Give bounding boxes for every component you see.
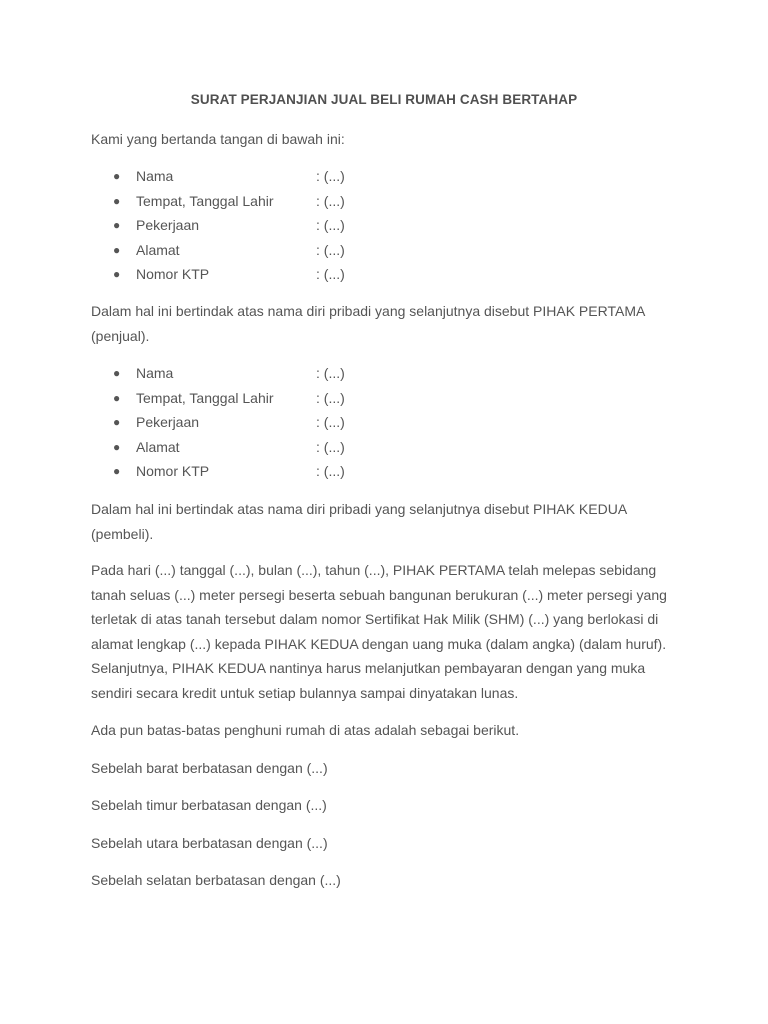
field-value: : (...) (316, 266, 345, 283)
field-label: Alamat (136, 438, 180, 455)
field-label: Nama (136, 168, 174, 184)
bullet-icon: ● (113, 267, 121, 282)
field-label: Alamat (136, 241, 180, 258)
bullet-icon: ● (113, 439, 121, 454)
boundaries-intro: Ada pun batas-batas penghuni rumah di atas adalah sebagai berikut. (91, 722, 520, 738)
boundary-west: Sebelah barat berbatasan dengan (...) (91, 760, 328, 776)
field-value: : (...) (316, 241, 345, 258)
intro-text: Kami yang bertanda tangan di bawah ini: (91, 131, 345, 147)
field-label: Nomor KTP (136, 266, 210, 283)
bullet-icon: ● (113, 415, 121, 430)
field-value: : (...) (316, 463, 345, 480)
field-label: Pekerjaan (136, 217, 200, 234)
agreement-paragraph: Pada hari (...) tanggal (...), bulan (...), tahun (...), PIHAK PERTAMA telah melepas sebidang tanah seluas (...) meter persegi beserta sebuah bangunan berukuran (...) meter persegi yang terletak di atas tanah tersebut dalam nomor Sertifikat Hak Milik (SHM) (...) yang berlokasi di alamat lengkap (...) kepada PIHAK KEDUA dengan uang muka (dalam angka) (dalam huruf). Selanjutnya, PIHAK KEDUA nantinya harus melanjutkan pembayaran dengan yang muka sendiri secara kredit untuk setiap bulannya sampai dinyatakan lunas. (91, 562, 667, 701)
field-value: : (...) (316, 438, 345, 455)
bullet-icon: ● (113, 169, 121, 183)
bullet-icon: ● (113, 193, 121, 208)
bullet-icon: ● (113, 242, 121, 257)
document-title: SURAT PERJANJIAN JUAL BELI RUMAH CASH BERTAHAP (190, 92, 578, 107)
field-label: Nomor KTP (136, 463, 210, 480)
bullet-icon: ● (113, 366, 121, 380)
boundary-east: Sebelah timur berbatasan dengan (...) (91, 797, 327, 813)
party1-statement: Dalam hal ini bertindak atas nama diri pribadi yang selanjutnya disebut PIHAK PERTAMA (penjual). (91, 303, 645, 344)
field-value: : (...) (316, 217, 345, 234)
field-value: : (...) (316, 168, 345, 184)
party2-statement: Dalam hal ini bertindak atas nama diri pribadi yang selanjutnya disebut PIHAK KEDUA (pembeli). (91, 501, 627, 542)
field-label: Nama (136, 365, 174, 381)
boundary-north: Sebelah utara berbatasan dengan (...) (91, 835, 328, 851)
boundary-south: Sebelah selatan berbatasan dengan (...) (91, 872, 341, 888)
bullet-icon: ● (113, 464, 121, 479)
field-label: Pekerjaan (136, 414, 200, 431)
field-value: : (...) (316, 414, 345, 431)
field-value: : (...) (316, 365, 345, 381)
field-label: Tempat, Tanggal Lahir (136, 389, 274, 406)
field-value: : (...) (316, 389, 345, 406)
field-label: Tempat, Tanggal Lahir (136, 192, 274, 209)
field-value: : (...) (316, 192, 345, 209)
bullet-icon: ● (113, 390, 121, 405)
bullet-icon: ● (113, 218, 121, 233)
